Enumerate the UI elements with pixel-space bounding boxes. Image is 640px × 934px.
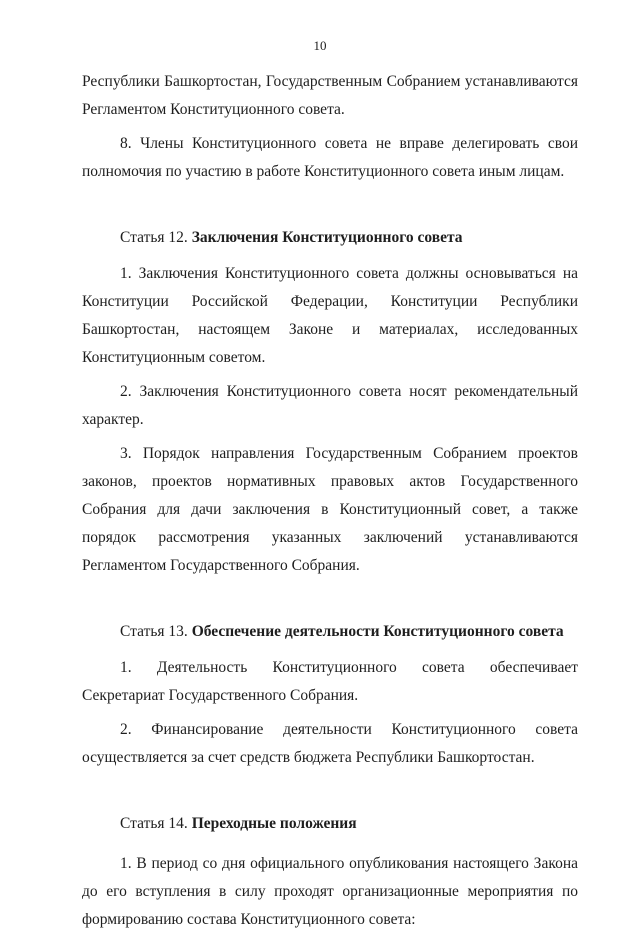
article-14-heading	[82, 810, 578, 838]
article-13-paragraph-2: 2. Финансирование деятельности Конституционного совета осуществляется за счет средств бюджета Республики Башкортостан.	[82, 721, 578, 766]
article-13-paragraph-1: 1. Деятельность Конституционного совета обеспечивает Секретариат Государственного Собрания.	[82, 659, 578, 704]
paragraph-continuation: Республики Башкортостан, Государственным Собранием устанавливаются Регламентом Конституционного совета.	[82, 73, 578, 118]
article-12-title: Заключения Конституционного совета	[191, 229, 463, 246]
article-13-number: Статья 13.	[120, 623, 192, 640]
article-13-title: Обеспечение деятельности Конституционного совета	[191, 623, 564, 640]
article-14-number: Статья 14.	[120, 815, 192, 832]
article-12-heading	[82, 224, 578, 252]
document-body	[82, 68, 578, 934]
article-12-paragraph-3: 3. Порядок направления Государственным Собранием проектов законов, проектов нормативных правовых актов Государственного Собрания для дачи заключения в Конституционный совет, а также порядок рассмотрения указанных заключений устанавливаются Регламентом Государственного Собрания.	[82, 445, 578, 574]
article-14-paragraph-1: 1. В период со дня официального опубликования настоящего Закона до его вступления в силу проходят организационные мероприятия по формированию состава Конституционного совета:	[82, 855, 578, 928]
article-13-heading	[82, 618, 578, 646]
page-number: 10	[313, 38, 327, 53]
article-14-title: Переходные положения	[191, 815, 357, 832]
paragraph-8: 8. Члены Конституционного совета не вправе делегировать свои полномочия по участию в работе Конституционного совета иным лицам.	[82, 135, 578, 180]
article-12-paragraph-2: 2. Заключения Конституционного совета носят рекомендательный характер.	[82, 383, 578, 428]
article-12-paragraph-1: 1. Заключения Конституционного совета должны основываться на Конституции Российской Федерации, Конституции Республики Башкортостан, настоящем Законе и материалах, исследованных Конституционным советом.	[82, 265, 578, 366]
article-12-number: Статья 12.	[120, 229, 192, 246]
